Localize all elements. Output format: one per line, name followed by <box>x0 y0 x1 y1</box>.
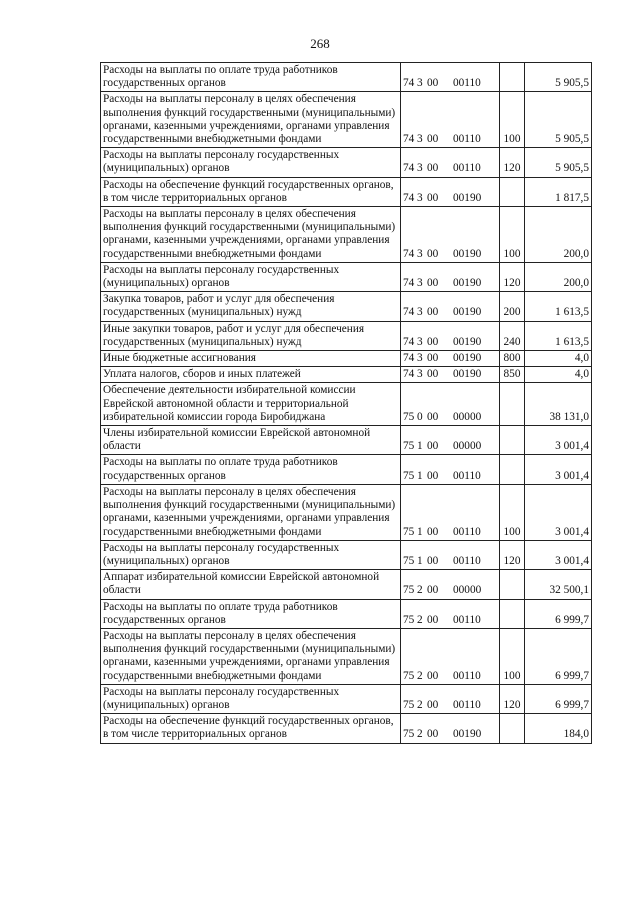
amount: 3 001,4 <box>525 484 592 540</box>
target-article-code <box>401 628 500 684</box>
code-part: 1 <box>417 554 423 567</box>
code-part: 00190 <box>453 368 482 381</box>
code-part: 00 <box>427 410 439 423</box>
target-article-code <box>401 92 500 148</box>
amount: 32 500,1 <box>525 570 592 599</box>
code-part: 00 <box>427 584 439 597</box>
expense-name: Расходы на выплаты персоналу в целях обеспечения выполнения функций государственными (муниципальными) органами, казенными учреждениями, органами управления государственными внебюджетными фондами <box>101 207 401 263</box>
expense-name: Расходы на выплаты по оплате труда работников государственных органов <box>101 63 401 92</box>
expense-name: Расходы на обеспечение функций государственных органов, в том числе территориальных органов <box>101 714 401 743</box>
code-part: 00 <box>427 133 439 146</box>
target-article-code <box>401 570 500 599</box>
amount: 3 001,4 <box>525 455 592 484</box>
code-part: 2 <box>417 669 423 682</box>
amount: 1 613,5 <box>525 292 592 321</box>
amount: 6 999,7 <box>525 599 592 628</box>
code-part: 00110 <box>453 469 481 482</box>
amount: 4,0 <box>525 367 592 383</box>
code-part: 75 <box>403 728 415 741</box>
target-article-code <box>401 484 500 540</box>
amount: 5 905,5 <box>525 148 592 177</box>
expense-name: Расходы на обеспечение функций государственных органов, в том числе территориальных органов <box>101 177 401 206</box>
table-row <box>101 92 592 148</box>
target-article-code <box>401 426 500 455</box>
amount: 184,0 <box>525 714 592 743</box>
expense-type-code: 100 <box>500 484 525 540</box>
expense-type-code <box>500 426 525 455</box>
code-part: 74 <box>403 133 415 146</box>
target-article-code <box>401 714 500 743</box>
code-part: 00000 <box>453 584 482 597</box>
code-part: 74 <box>403 335 415 348</box>
code-part: 2 <box>417 613 423 626</box>
expense-name: Закупка товаров, работ и услуг для обеспечения государственных (муниципальных) нужд <box>101 292 401 321</box>
expense-name: Члены избирательной комиссии Еврейской автономной области <box>101 426 401 455</box>
amount: 200,0 <box>525 207 592 263</box>
code-part: 00190 <box>453 728 482 741</box>
code-part: 00190 <box>453 191 482 204</box>
code-part: 00 <box>427 525 439 538</box>
expense-name: Расходы на выплаты персоналу государственных (муниципальных) органов <box>101 684 401 713</box>
code-part: 00190 <box>453 247 482 260</box>
code-part: 75 <box>403 525 415 538</box>
amount: 3 001,4 <box>525 426 592 455</box>
code-part: 00110 <box>453 613 481 626</box>
code-part: 74 <box>403 191 415 204</box>
table-row <box>101 684 592 713</box>
code-part: 74 <box>403 77 415 90</box>
code-part: 00 <box>427 77 439 90</box>
target-article-code <box>401 262 500 291</box>
code-part: 3 <box>417 247 423 260</box>
expense-name: Иные бюджетные ассигнования <box>101 351 401 367</box>
expense-type-code <box>500 599 525 628</box>
code-part: 00 <box>427 613 439 626</box>
table-row <box>101 367 592 383</box>
code-part: 00110 <box>453 525 481 538</box>
amount: 4,0 <box>525 351 592 367</box>
code-part: 00190 <box>453 352 482 365</box>
expense-name: Расходы на выплаты персоналу в целях обеспечения выполнения функций государственными (муниципальными) органами, казенными учреждениями, органами управления государственными внебюджетными фондами <box>101 92 401 148</box>
expense-type-code: 800 <box>500 351 525 367</box>
code-part: 74 <box>403 306 415 319</box>
target-article-code <box>401 599 500 628</box>
table-row <box>101 628 592 684</box>
target-article-code <box>401 367 500 383</box>
code-part: 00190 <box>453 335 482 348</box>
table-row <box>101 148 592 177</box>
code-part: 00 <box>427 368 439 381</box>
target-article-code <box>401 684 500 713</box>
expense-type-code: 200 <box>500 292 525 321</box>
target-article-code <box>401 63 500 92</box>
target-article-code <box>401 292 500 321</box>
code-part: 1 <box>417 440 423 453</box>
code-part: 00190 <box>453 277 482 290</box>
code-part: 00110 <box>453 77 481 90</box>
table-row <box>101 262 592 291</box>
code-part: 75 <box>403 669 415 682</box>
expense-type-code <box>500 570 525 599</box>
code-part: 00 <box>427 469 439 482</box>
table-row <box>101 426 592 455</box>
code-part: 1 <box>417 525 423 538</box>
code-part: 00 <box>427 698 439 711</box>
amount: 5 905,5 <box>525 92 592 148</box>
table-row <box>101 599 592 628</box>
amount: 5 905,5 <box>525 63 592 92</box>
amount: 1 613,5 <box>525 321 592 350</box>
code-part: 00000 <box>453 410 482 423</box>
code-part: 3 <box>417 162 423 175</box>
code-part: 75 <box>403 554 415 567</box>
table-row <box>101 321 592 350</box>
amount: 1 817,5 <box>525 177 592 206</box>
code-part: 00110 <box>453 162 481 175</box>
code-part: 75 <box>403 698 415 711</box>
code-part: 3 <box>417 306 423 319</box>
table-row <box>101 207 592 263</box>
code-part: 1 <box>417 469 423 482</box>
amount: 38 131,0 <box>525 383 592 426</box>
code-part: 00 <box>427 191 439 204</box>
expense-type-code: 240 <box>500 321 525 350</box>
code-part: 00 <box>427 728 439 741</box>
code-part: 75 <box>403 584 415 597</box>
code-part: 3 <box>417 77 423 90</box>
amount: 3 001,4 <box>525 540 592 569</box>
code-part: 3 <box>417 335 423 348</box>
amount: 6 999,7 <box>525 628 592 684</box>
expense-name: Расходы на выплаты по оплате труда работников государственных органов <box>101 599 401 628</box>
amount: 6 999,7 <box>525 684 592 713</box>
code-part: 3 <box>417 368 423 381</box>
table-row <box>101 292 592 321</box>
code-part: 74 <box>403 368 415 381</box>
code-part: 3 <box>417 191 423 204</box>
expense-type-code <box>500 63 525 92</box>
expense-name: Расходы на выплаты персоналу в целях обеспечения выполнения функций государственными (муниципальными) органами, казенными учреждениями, органами управления государственными внебюджетными фондами <box>101 628 401 684</box>
target-article-code <box>401 148 500 177</box>
code-part: 3 <box>417 352 423 365</box>
amount: 200,0 <box>525 262 592 291</box>
code-part: 2 <box>417 698 423 711</box>
code-part: 0 <box>417 410 423 423</box>
expense-name: Расходы на выплаты персоналу в целях обеспечения выполнения функций государственными (муниципальными) органами, казенными учреждениями, органами управления государственными внебюджетными фондами <box>101 484 401 540</box>
expense-type-code: 120 <box>500 684 525 713</box>
code-part: 00110 <box>453 554 481 567</box>
code-part: 74 <box>403 277 415 290</box>
table-row <box>101 484 592 540</box>
code-part: 00 <box>427 352 439 365</box>
expense-name: Иные закупки товаров, работ и услуг для обеспечения государственных (муниципальных) нужд <box>101 321 401 350</box>
code-part: 00 <box>427 162 439 175</box>
code-part: 00190 <box>453 306 482 319</box>
expense-name: Расходы на выплаты персоналу государственных (муниципальных) органов <box>101 262 401 291</box>
target-article-code <box>401 177 500 206</box>
budget-table-body <box>101 63 592 744</box>
code-part: 00000 <box>453 440 482 453</box>
code-part: 74 <box>403 352 415 365</box>
target-article-code <box>401 540 500 569</box>
table-row <box>101 177 592 206</box>
expense-type-code: 120 <box>500 262 525 291</box>
expense-name: Уплата налогов, сборов и иных платежей <box>101 367 401 383</box>
expense-name: Расходы на выплаты персоналу государственных (муниципальных) органов <box>101 540 401 569</box>
table-row <box>101 540 592 569</box>
code-part: 00110 <box>453 133 481 146</box>
table-row <box>101 455 592 484</box>
target-article-code <box>401 351 500 367</box>
table-row <box>101 383 592 426</box>
expense-type-code: 100 <box>500 628 525 684</box>
code-part: 2 <box>417 728 423 741</box>
code-part: 00 <box>427 277 439 290</box>
expense-type-code: 850 <box>500 367 525 383</box>
code-part: 75 <box>403 613 415 626</box>
expense-type-code: 120 <box>500 148 525 177</box>
expense-type-code <box>500 177 525 206</box>
code-part: 00110 <box>453 669 481 682</box>
code-part: 00 <box>427 669 439 682</box>
table-row <box>101 570 592 599</box>
table-row <box>101 351 592 367</box>
expense-name: Расходы на выплаты по оплате труда работников государственных органов <box>101 455 401 484</box>
target-article-code <box>401 455 500 484</box>
expense-name: Обеспечение деятельности избирательной комиссии Еврейской автономной области и территориальной избирательной комиссии города Биробиджана <box>101 383 401 426</box>
code-part: 00 <box>427 554 439 567</box>
expense-name: Расходы на выплаты персоналу государственных (муниципальных) органов <box>101 148 401 177</box>
code-part: 00 <box>427 247 439 260</box>
expense-type-code: 100 <box>500 207 525 263</box>
expense-name: Аппарат избирательной комиссии Еврейской автономной области <box>101 570 401 599</box>
code-part: 3 <box>417 277 423 290</box>
table-row <box>101 63 592 92</box>
table-row <box>101 714 592 743</box>
code-part: 00110 <box>453 698 481 711</box>
page-number: 268 <box>310 36 330 51</box>
expense-type-code: 100 <box>500 92 525 148</box>
target-article-code <box>401 321 500 350</box>
code-part: 75 <box>403 469 415 482</box>
code-part: 3 <box>417 133 423 146</box>
code-part: 00 <box>427 306 439 319</box>
code-part: 74 <box>403 162 415 175</box>
expense-type-code <box>500 455 525 484</box>
code-part: 00 <box>427 440 439 453</box>
expense-type-code <box>500 383 525 426</box>
code-part: 75 <box>403 410 415 423</box>
code-part: 75 <box>403 440 415 453</box>
code-part: 2 <box>417 584 423 597</box>
target-article-code <box>401 383 500 426</box>
code-part: 00 <box>427 335 439 348</box>
budget-table <box>100 62 592 744</box>
expense-type-code: 120 <box>500 540 525 569</box>
code-part: 74 <box>403 247 415 260</box>
expense-type-code <box>500 714 525 743</box>
target-article-code <box>401 207 500 263</box>
